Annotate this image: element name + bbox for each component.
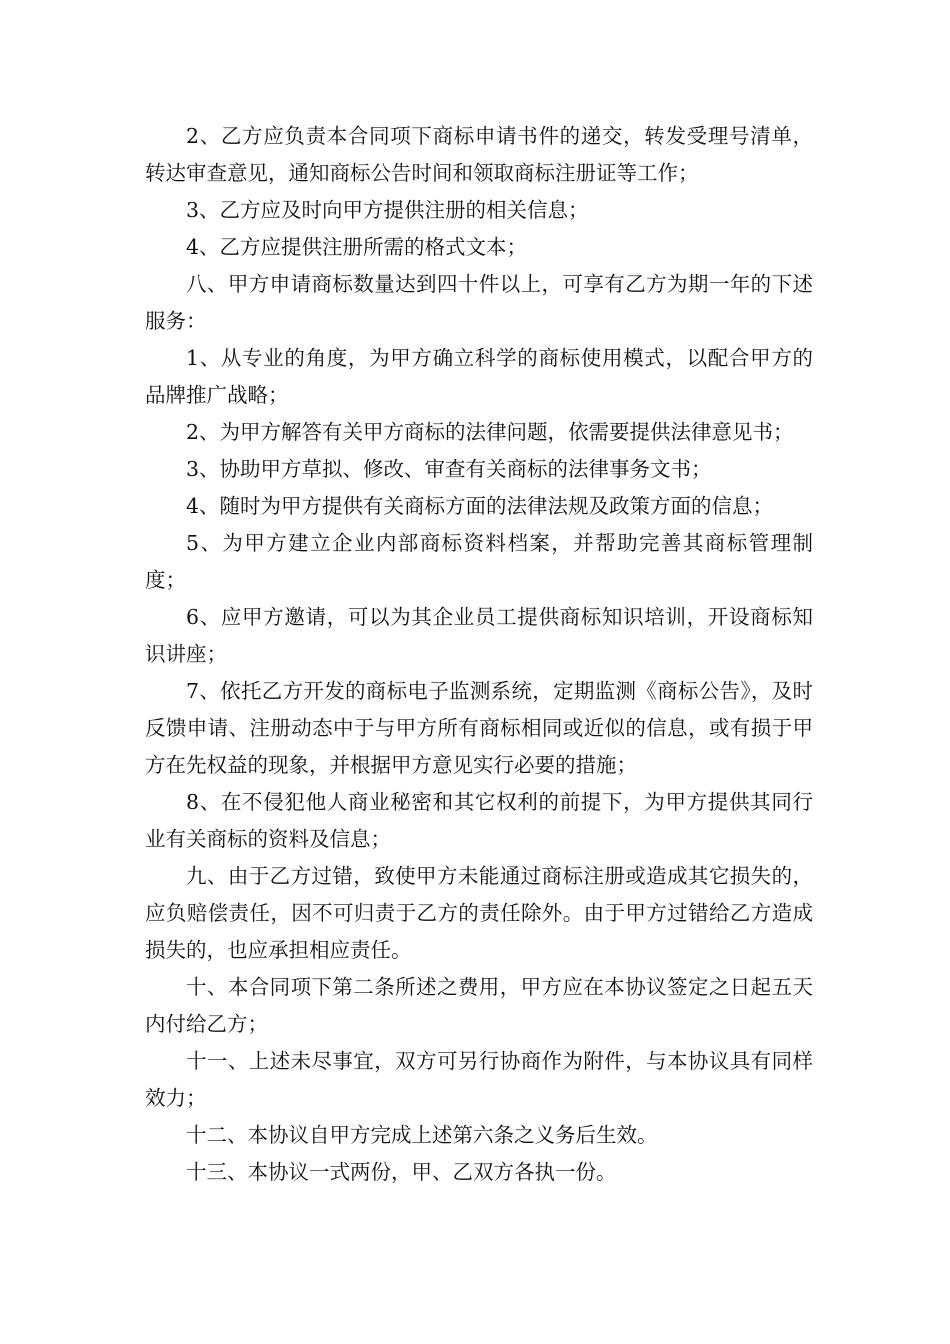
paragraph-clause-12: 十二、本协议自甲方完成上述第六条之义务后生效。 xyxy=(186,1123,658,1147)
paragraph-service-5: 5、为甲方建立企业内部商标资料档案，并帮助完善其商标管理制度； xyxy=(145,531,813,592)
paragraph-clause-11: 十一、上述未尽事宜，双方可另行协商作为附件，与本协议具有同样效力； xyxy=(145,1049,813,1110)
paragraph-service-7: 7、依托乙方开发的商标电子监测系统，定期监测《商标公告》，及时反馈申请、注册动态中于与甲方所有商标相同或近似的信息，或有损于甲方在先权益的现象，并根据甲方意见实行必要的措施； xyxy=(145,679,813,777)
paragraph-item-2-submission: 2、乙方应负责本合同项下商标申请书件的递交，转发受理号清单，转达审查意见，通知商标公告时间和领取商标注册证等工作； xyxy=(145,124,813,185)
paragraph-service-8: 8、在不侵犯他人商业秘密和其它权利的前提下，为甲方提供其同行业有关商标的资料及信息； xyxy=(145,790,813,851)
paragraph-service-6: 6、应甲方邀请，可以为其企业员工提供商标知识培训，开设商标知识讲座； xyxy=(145,605,813,666)
paragraph-clause-13: 十三、本协议一式两份，甲、乙双方各执一份。 xyxy=(186,1160,617,1184)
document-body xyxy=(145,118,813,1191)
paragraph-clause-10: 十、本合同项下第二条所述之费用，甲方应在本协议签定之日起五天内付给乙方； xyxy=(145,975,813,1036)
paragraph-service-1: 1、从专业的角度，为甲方确立科学的商标使用模式，以配合甲方的品牌推广战略； xyxy=(145,346,813,407)
paragraph-clause-9: 九、由于乙方过错，致使甲方未能通过商标注册或造成其它损失的，应负赔偿责任，因不可归责于乙方的责任除外。由于甲方过错给乙方造成损失的，也应承担相应责任。 xyxy=(145,864,813,962)
paragraph-service-4: 4、随时为甲方提供有关商标方面的法律法规及政策方面的信息； xyxy=(186,494,774,518)
paragraph-item-3-info: 3、乙方应及时向甲方提供注册的相关信息； xyxy=(186,198,589,222)
paragraph-service-2: 2、为甲方解答有关甲方商标的法律问题，依需要提供法律意见书； xyxy=(186,420,794,444)
paragraph-clause-8: 八、甲方申请商标数量达到四十件以上，可享有乙方为期一年的下述服务： xyxy=(145,272,813,333)
paragraph-item-4-templates: 4、乙方应提供注册所需的格式文本； xyxy=(186,235,528,259)
paragraph-service-3: 3、协助甲方草拟、修改、审查有关商标的法律事务文书； xyxy=(186,457,712,481)
